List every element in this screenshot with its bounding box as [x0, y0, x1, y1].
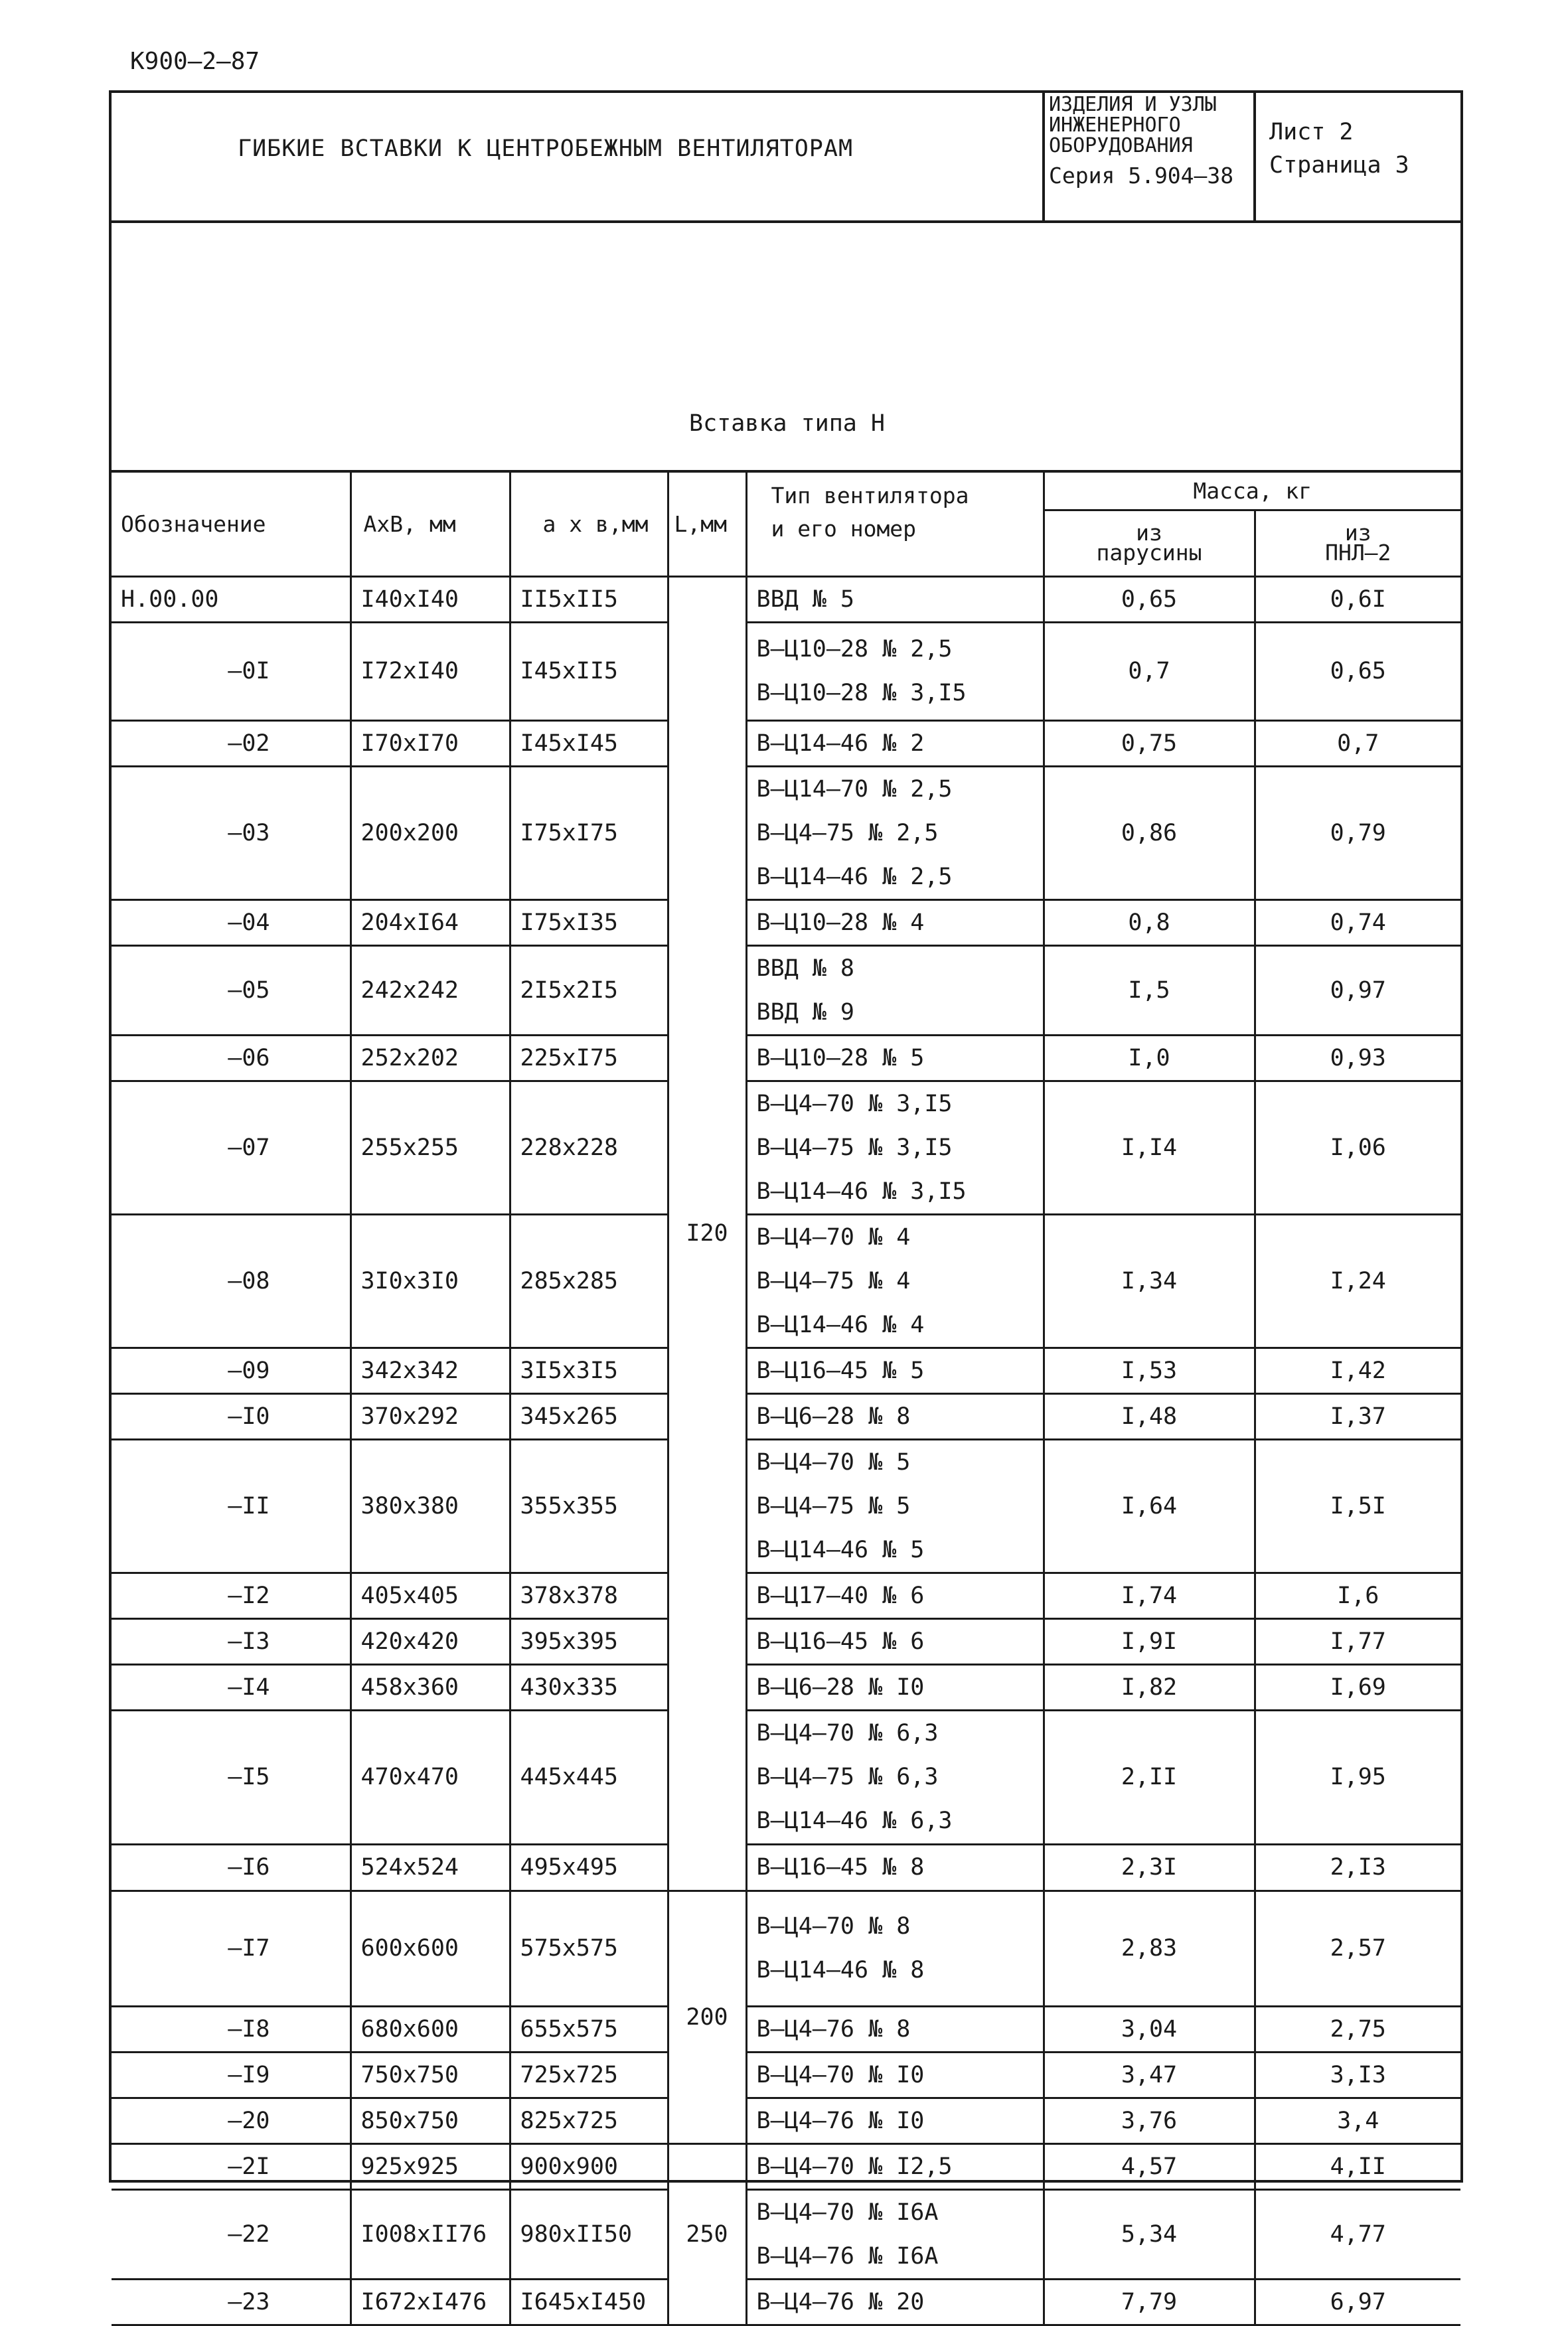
cell-designation: –II [112, 1439, 351, 1573]
cell-fan [746, 2143, 1044, 2189]
col-l: L,мм [668, 473, 746, 576]
table-row [112, 1348, 1460, 1393]
cell-axb-small: 225xI75 [510, 1035, 668, 1081]
table-row [112, 2052, 1460, 2098]
table-row [112, 899, 1460, 945]
cell-fan [746, 766, 1044, 899]
cell-mass-pnl: 6,97 [1255, 2279, 1460, 2325]
cell-fan [746, 1348, 1044, 1393]
fan-type: В–Ц14–46 № 8 [756, 1957, 925, 1983]
cell-axb-small: I45xII5 [510, 622, 668, 720]
sheet-cell [1269, 116, 1409, 182]
cell-mass-pnl: 0,65 [1255, 622, 1460, 720]
table-row [112, 622, 1460, 720]
cell-mass-pnl: 3,I3 [1255, 2052, 1460, 2098]
table-row [112, 1393, 1460, 1439]
cell-mass-canvas: 0,65 [1044, 576, 1255, 622]
cell-mass-canvas: I,64 [1044, 1439, 1255, 1573]
col-mass: Масса, кг [1044, 473, 1460, 510]
cell-fan [746, 1439, 1044, 1573]
table-body [112, 576, 1460, 2325]
cell-mass-pnl: I,06 [1255, 1081, 1460, 1214]
cell-axb-small: 575x575 [510, 1891, 668, 2006]
inserts-table [112, 473, 1460, 2326]
col-axb: АхВ, мм [351, 473, 510, 576]
table-row [112, 2006, 1460, 2052]
cell-axb-small: I45xI45 [510, 720, 668, 766]
cell-fan [746, 1035, 1044, 1081]
fan-type: В–Ц4–70 № 4 [756, 1223, 911, 1251]
cell-mass-pnl: 4,II [1255, 2143, 1460, 2189]
cell-designation: –I4 [112, 1664, 351, 1710]
table-row [112, 576, 1460, 622]
category-line: ИНЖЕНЕРНОГО [1049, 114, 1181, 137]
fan-type: В–Ц10–28 № 2,5 [756, 636, 953, 662]
cell-axb: 405x405 [351, 1573, 510, 1618]
cell-axb-small: 445x445 [510, 1710, 668, 1844]
cell-axb: 420x420 [351, 1618, 510, 1664]
cell-designation: –I6 [112, 1844, 351, 1891]
cell-axb-small: 980xII50 [510, 2189, 668, 2279]
col-fan-line1: Тип вентилятора [771, 483, 969, 508]
cell-designation: –20 [112, 2098, 351, 2143]
cell-fan [746, 1393, 1044, 1439]
cell-axb: 370x292 [351, 1393, 510, 1439]
fan-type: В–Ц14–46 № 6,3 [756, 1808, 953, 1834]
col-designation: Обозначение [112, 473, 351, 576]
cell-axb: 200x200 [351, 766, 510, 899]
cell-mass-canvas: 3,47 [1044, 2052, 1255, 2098]
cell-axb-small: 2I5x2I5 [510, 945, 668, 1035]
cell-axb: 380x380 [351, 1439, 510, 1573]
cell-designation: –I8 [112, 2006, 351, 2052]
fan-type: В–Ц4–76 № I0 [756, 2107, 925, 2134]
cell-fan [746, 899, 1044, 945]
table-row [112, 1081, 1460, 1214]
category-line: ИЗДЕЛИЯ И УЗЛЫ [1049, 93, 1217, 116]
cell-mass-pnl: I,69 [1255, 1664, 1460, 1710]
cell-mass-canvas: I,I4 [1044, 1081, 1255, 1214]
cell-mass-pnl: 3,4 [1255, 2098, 1460, 2143]
cell-designation: –04 [112, 899, 351, 945]
table-row [112, 1439, 1460, 1573]
table-row [112, 945, 1460, 1035]
cell-mass-canvas: 0,75 [1044, 720, 1255, 766]
fan-type: В–Ц10–28 № 5 [756, 1044, 925, 1071]
table-row [112, 1618, 1460, 1664]
cell-designation: –09 [112, 1348, 351, 1393]
table-row [112, 2189, 1460, 2279]
fan-type: В–Ц14–46 № 5 [756, 1536, 925, 1563]
cell-mass-canvas: 7,79 [1044, 2279, 1255, 2325]
cell-mass-canvas: 2,II [1044, 1710, 1255, 1844]
fan-type: В–Ц16–45 № 5 [756, 1357, 925, 1384]
cell-axb-small: 495x495 [510, 1844, 668, 1891]
cell-mass-canvas: 0,86 [1044, 766, 1255, 899]
cell-fan [746, 1844, 1044, 1891]
cell-fan [746, 2098, 1044, 2143]
cell-mass-pnl: 2,I3 [1255, 1844, 1460, 1891]
fan-type: ВВД № 9 [756, 998, 855, 1026]
fan-type: В–Ц16–45 № 8 [756, 1854, 925, 1881]
table-row [112, 1664, 1460, 1710]
cell-mass-pnl: 2,75 [1255, 2006, 1460, 2052]
col-mass-canvas-l1: из [1136, 520, 1162, 546]
col-mass-canvas [1044, 510, 1255, 576]
col-mass-pnl [1255, 510, 1460, 576]
cell-mass-canvas: 5,34 [1044, 2189, 1255, 2279]
cell-designation: –06 [112, 1035, 351, 1081]
subtitle-band [112, 223, 1460, 473]
cell-axb: 242x242 [351, 945, 510, 1035]
cell-axb-small: 395x395 [510, 1618, 668, 1664]
cell-fan [746, 1618, 1044, 1664]
cell-mass-canvas: I,5 [1044, 945, 1255, 1035]
cell-axb: 255x255 [351, 1081, 510, 1214]
cell-mass-canvas: 0,7 [1044, 622, 1255, 720]
cell-axb-small: 355x355 [510, 1439, 668, 1573]
cell-axb: I72xI40 [351, 622, 510, 720]
cell-designation: –0I [112, 622, 351, 720]
cell-axb: 342x342 [351, 1348, 510, 1393]
fan-type: В–Ц16–45 № 6 [756, 1628, 925, 1655]
cell-l: I20 [668, 576, 746, 1891]
table-row [112, 2279, 1460, 2325]
cell-axb: 204xI64 [351, 899, 510, 945]
cell-axb: 470x470 [351, 1710, 510, 1844]
cell-axb-small: I75xI75 [510, 766, 668, 899]
cell-mass-canvas: I,9I [1044, 1618, 1255, 1664]
cell-axb-small: 285x285 [510, 1214, 668, 1348]
cell-mass-canvas: 4,57 [1044, 2143, 1255, 2189]
fan-type: В–Ц14–46 № 4 [756, 1311, 925, 1338]
fan-type: В–Ц14–46 № 2 [756, 730, 925, 757]
cell-fan [746, 1664, 1044, 1710]
fan-type: В–Ц4–75 № 3,I5 [756, 1134, 953, 1161]
cell-mass-canvas: I,48 [1044, 1393, 1255, 1439]
fan-type: В–Ц4–75 № 6,3 [756, 1764, 939, 1790]
cell-axb-small: 378x378 [510, 1573, 668, 1618]
table-subtitle: Вставка типа Н [689, 410, 886, 437]
cell-mass-pnl: I,95 [1255, 1710, 1460, 1844]
cell-axb: 600x600 [351, 1891, 510, 2006]
fan-type: В–Ц6–28 № 8 [756, 1403, 911, 1430]
cell-designation: –23 [112, 2279, 351, 2325]
fan-type: В–Ц14–70 № 2,5 [756, 775, 953, 803]
fan-type: В–Ц10–28 № 3,I5 [756, 680, 967, 706]
cell-l: 200 [668, 1891, 746, 2143]
fan-type: ВВД № 5 [756, 585, 855, 613]
cell-mass-pnl: I,37 [1255, 1393, 1460, 1439]
cell-designation: –08 [112, 1214, 351, 1348]
cell-designation: –05 [112, 945, 351, 1035]
cell-axb-small: 725x725 [510, 2052, 668, 2098]
cell-mass-canvas: I,34 [1044, 1214, 1255, 1348]
col-axb-small: а х в,мм [510, 473, 668, 576]
cell-designation: –I5 [112, 1710, 351, 1844]
cell-designation: –22 [112, 2189, 351, 2279]
cell-axb-small: II5xII5 [510, 576, 668, 622]
fan-type: В–Ц4–76 № 20 [756, 2288, 925, 2315]
cell-axb-small: 228x228 [510, 1081, 668, 1214]
fan-type: В–Ц6–28 № I0 [756, 1673, 925, 1701]
cell-fan [746, 2052, 1044, 2098]
fan-type: В–Ц4–70 № I6А [756, 2199, 939, 2226]
cell-axb: I008xII76 [351, 2189, 510, 2279]
cell-designation: –I7 [112, 1891, 351, 2006]
cell-axb-small: 655x575 [510, 2006, 668, 2052]
table-row [112, 1710, 1460, 1844]
cell-mass-pnl: 0,7 [1255, 720, 1460, 766]
cell-mass-canvas: I,74 [1044, 1573, 1255, 1618]
fan-type: В–Ц10–28 № 4 [756, 909, 925, 936]
cell-axb: 750x750 [351, 2052, 510, 2098]
cell-mass-pnl: 0,93 [1255, 1035, 1460, 1081]
cell-designation: –02 [112, 720, 351, 766]
cell-fan [746, 1081, 1044, 1214]
cell-axb-small: 430x335 [510, 1664, 668, 1710]
series-label: Серия 5.904–38 [1049, 163, 1234, 189]
cell-mass-canvas: I,0 [1044, 1035, 1255, 1081]
cell-fan [746, 1891, 1044, 2006]
cell-axb: 458x360 [351, 1664, 510, 1710]
category-cell [1042, 93, 1256, 220]
cell-mass-canvas: 2,3I [1044, 1844, 1255, 1891]
cell-axb-small: 900x900 [510, 2143, 668, 2189]
table-row [112, 2098, 1460, 2143]
cell-fan [746, 2279, 1044, 2325]
table-row [112, 1573, 1460, 1618]
cell-mass-pnl: I,42 [1255, 1348, 1460, 1393]
cell-axb: I672xI476 [351, 2279, 510, 2325]
cell-axb: 252x202 [351, 1035, 510, 1081]
document-code: К900–2–87 [130, 48, 260, 75]
cell-fan [746, 576, 1044, 622]
fan-type: В–Ц14–46 № 3,I5 [756, 1178, 967, 1205]
cell-l: 250 [668, 2143, 746, 2325]
col-mass-pnl-l2: ПНЛ–2 [1325, 540, 1391, 566]
fan-type: В–Ц4–70 № I0 [756, 2061, 925, 2088]
cell-axb-small: I645xI450 [510, 2279, 668, 2325]
cell-mass-pnl: 0,79 [1255, 766, 1460, 899]
col-fan-line2: и его номер [771, 516, 917, 542]
table-row [112, 1035, 1460, 1081]
cell-fan [746, 1214, 1044, 1348]
fan-type: В–Ц4–70 № 6,3 [756, 1720, 939, 1746]
cell-axb: 680x600 [351, 2006, 510, 2052]
cell-axb: 524x524 [351, 1844, 510, 1891]
cell-mass-pnl: 0,97 [1255, 945, 1460, 1035]
cell-mass-pnl: 0,74 [1255, 899, 1460, 945]
fan-type: В–Ц17–40 № 6 [756, 1582, 925, 1609]
fan-type: В–Ц4–76 № 8 [756, 2015, 911, 2043]
fan-type: В–Ц4–70 № 5 [756, 1448, 911, 1476]
cell-mass-canvas: I,53 [1044, 1348, 1255, 1393]
cell-axb: I70xI70 [351, 720, 510, 766]
cell-axb: I40xI40 [351, 576, 510, 622]
fan-type: В–Ц4–70 № I2,5 [756, 2153, 953, 2180]
drawing-frame [109, 90, 1463, 2315]
cell-fan [746, 622, 1044, 720]
cell-fan [746, 2006, 1044, 2052]
cell-designation: –I3 [112, 1618, 351, 1664]
fan-type: В–Ц4–75 № 5 [756, 1492, 911, 1519]
col-mass-pnl-l1: из [1344, 520, 1372, 546]
table-row [112, 1891, 1460, 2006]
cell-axb-small: I75xI35 [510, 899, 668, 945]
cell-axb: 850x750 [351, 2098, 510, 2143]
cell-designation: –I0 [112, 1393, 351, 1439]
table-row [112, 720, 1460, 766]
cell-mass-pnl: I,5I [1255, 1439, 1460, 1573]
cell-designation: –I9 [112, 2052, 351, 2098]
cell-mass-canvas: I,82 [1044, 1664, 1255, 1710]
fan-type: В–Ц4–76 № I6А [756, 2242, 939, 2270]
cell-mass-canvas: 3,04 [1044, 2006, 1255, 2052]
cell-mass-canvas: 3,76 [1044, 2098, 1255, 2143]
title-block [112, 93, 1460, 223]
table-row [112, 1844, 1460, 1891]
cell-designation: –2I [112, 2143, 351, 2189]
cell-axb-small: 345x265 [510, 1393, 668, 1439]
category-line: ОБОРУДОВАНИЯ [1049, 134, 1193, 157]
cell-axb-small: 825x725 [510, 2098, 668, 2143]
cell-designation: –07 [112, 1081, 351, 1214]
cell-mass-pnl: 4,77 [1255, 2189, 1460, 2279]
col-fan [746, 473, 1044, 576]
col-mass-canvas-l2: парусины [1096, 540, 1202, 566]
cell-axb-small: 3I5x3I5 [510, 1348, 668, 1393]
cell-axb: 3I0x3I0 [351, 1214, 510, 1348]
document-title: ГИБКИЕ ВСТАВКИ К ЦЕНТРОБЕЖНЫМ ВЕНТИЛЯТОРАМ [238, 135, 854, 162]
cell-fan [746, 720, 1044, 766]
fan-type: ВВД № 8 [756, 955, 855, 982]
sheet-label: Лист 2 [1269, 119, 1354, 145]
table-row [112, 1214, 1460, 1348]
table-row [112, 766, 1460, 899]
fan-type: В–Ц14–46 № 2,5 [756, 863, 953, 890]
cell-designation: Н.00.00 [112, 576, 351, 622]
cell-mass-pnl: 0,6I [1255, 576, 1460, 622]
fan-type: В–Ц4–70 № 8 [756, 1913, 911, 1940]
cell-designation: –03 [112, 766, 351, 899]
fan-type: В–Ц4–75 № 4 [756, 1267, 911, 1294]
cell-mass-pnl: I,24 [1255, 1214, 1460, 1348]
page-label: Страница 3 [1269, 152, 1409, 179]
cell-fan [746, 945, 1044, 1035]
fan-type: В–Ц4–70 № 3,I5 [756, 1090, 953, 1117]
cell-mass-pnl: I,77 [1255, 1618, 1460, 1664]
cell-mass-pnl: 2,57 [1255, 1891, 1460, 2006]
cell-designation: –I2 [112, 1573, 351, 1618]
cell-mass-pnl: I,6 [1255, 1573, 1460, 1618]
fan-type: В–Ц4–75 № 2,5 [756, 819, 939, 846]
cell-mass-canvas: 2,83 [1044, 1891, 1255, 2006]
cell-fan [746, 1710, 1044, 1844]
cell-axb: 925x925 [351, 2143, 510, 2189]
table-row [112, 2143, 1460, 2189]
cell-mass-canvas: 0,8 [1044, 899, 1255, 945]
cell-fan [746, 1573, 1044, 1618]
cell-fan [746, 2189, 1044, 2279]
